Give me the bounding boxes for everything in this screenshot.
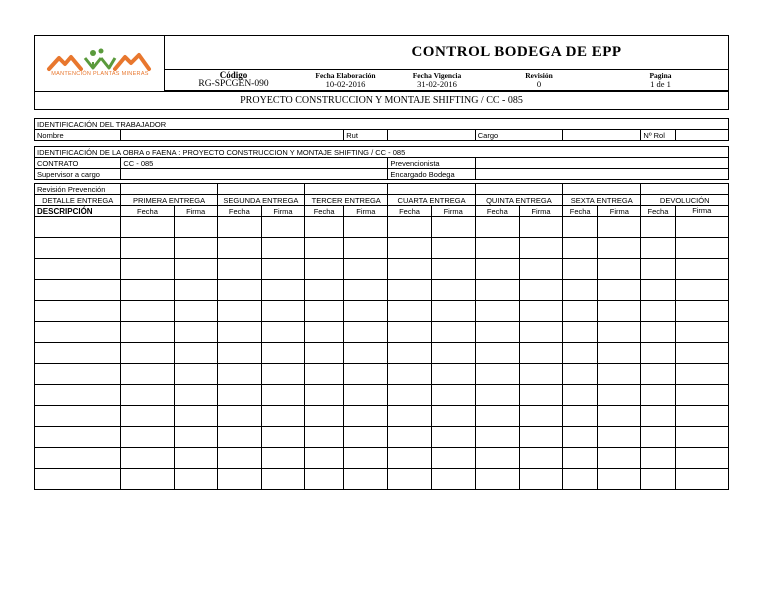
descripcion-cell[interactable] xyxy=(35,385,121,406)
fecha-cell[interactable] xyxy=(217,427,261,448)
encargado-label: Encargado Bodega xyxy=(388,169,475,180)
epp-control-table xyxy=(34,118,729,490)
fecha-column-header: Fecha xyxy=(121,206,174,217)
supervisor-label: Supervisor a cargo xyxy=(35,169,121,180)
firma-cell[interactable] xyxy=(344,406,388,427)
firma-cell[interactable] xyxy=(431,385,475,406)
firma-cell[interactable] xyxy=(174,469,217,490)
firma-cell[interactable] xyxy=(344,427,388,448)
firma-column-header: Firma xyxy=(598,206,641,217)
firma-cell[interactable] xyxy=(174,322,217,343)
rut-field[interactable] xyxy=(388,130,475,141)
fecha-cell[interactable] xyxy=(305,301,344,322)
firma-cell[interactable] xyxy=(344,343,388,364)
fecha-cell[interactable] xyxy=(305,385,344,406)
fecha-cell[interactable] xyxy=(563,322,598,343)
fecha-cell[interactable] xyxy=(475,385,519,406)
fecha-cell[interactable] xyxy=(305,406,344,427)
firma-cell[interactable] xyxy=(261,385,304,406)
firma-cell[interactable] xyxy=(675,343,728,364)
fecha-cell[interactable] xyxy=(305,469,344,490)
firma-cell[interactable] xyxy=(344,217,388,238)
descripcion-cell[interactable] xyxy=(35,469,121,490)
fecha-cell[interactable] xyxy=(475,364,519,385)
fecha-cell[interactable] xyxy=(121,322,174,343)
firma-cell[interactable] xyxy=(344,238,388,259)
table-row xyxy=(35,364,729,385)
firma-cell[interactable] xyxy=(598,322,641,343)
firma-cell[interactable] xyxy=(431,259,475,280)
revision-prevencion-field[interactable] xyxy=(388,184,475,195)
table-row xyxy=(35,427,729,448)
firma-cell[interactable] xyxy=(344,280,388,301)
table-row xyxy=(35,301,729,322)
fecha-cell[interactable] xyxy=(388,217,431,238)
firma-cell[interactable] xyxy=(344,385,388,406)
fecha-cell[interactable] xyxy=(641,238,675,259)
fecha-cell[interactable] xyxy=(475,427,519,448)
descripcion-cell[interactable] xyxy=(35,301,121,322)
firma-cell[interactable] xyxy=(261,427,304,448)
encargado-field[interactable] xyxy=(475,169,728,180)
fecha-cell[interactable] xyxy=(121,238,174,259)
fecha-cell[interactable] xyxy=(563,406,598,427)
firma-cell[interactable] xyxy=(675,364,728,385)
pagina-cell xyxy=(593,70,728,91)
fecha-cell[interactable] xyxy=(641,448,675,469)
fecha-cell[interactable] xyxy=(121,280,174,301)
revision-label: Revisión xyxy=(525,71,553,80)
firma-cell[interactable] xyxy=(174,301,217,322)
firma-cell[interactable] xyxy=(519,448,562,469)
revision-prevencion-field[interactable] xyxy=(121,184,217,195)
fecha-vigencia-label: Fecha Vigencia xyxy=(412,71,462,80)
logo-caption: MANTENCIÓN PLANTAS MINERAS xyxy=(51,71,149,77)
firma-cell[interactable] xyxy=(174,259,217,280)
descripcion-cell[interactable] xyxy=(35,406,121,427)
firma-cell[interactable] xyxy=(675,469,728,490)
firma-cell[interactable] xyxy=(519,469,562,490)
firma-cell[interactable] xyxy=(519,364,562,385)
fecha-cell[interactable] xyxy=(641,343,675,364)
fecha-cell[interactable] xyxy=(121,469,174,490)
fecha-cell[interactable] xyxy=(305,322,344,343)
fecha-cell[interactable] xyxy=(305,238,344,259)
prevencionista-label: Prevencionista xyxy=(388,158,475,169)
firma-cell[interactable] xyxy=(261,364,304,385)
rol-label: Nº Rol xyxy=(641,130,675,141)
firma-cell[interactable] xyxy=(431,364,475,385)
fecha-cell[interactable] xyxy=(121,385,174,406)
firma-cell[interactable] xyxy=(519,280,562,301)
fecha-cell[interactable] xyxy=(388,238,431,259)
fecha-cell[interactable] xyxy=(563,217,598,238)
cargo-field[interactable] xyxy=(563,130,641,141)
firma-cell[interactable] xyxy=(675,259,728,280)
firma-cell[interactable] xyxy=(261,469,304,490)
firma-cell[interactable] xyxy=(174,238,217,259)
firma-cell[interactable] xyxy=(174,385,217,406)
fecha-cell[interactable] xyxy=(217,322,261,343)
devolucion-header: DEVOLUCIÓN xyxy=(641,195,729,206)
fecha-vigencia-value: 31-02-2016 xyxy=(417,79,457,89)
fecha-vigencia-cell xyxy=(389,70,485,91)
document-header xyxy=(34,35,729,110)
fecha-cell[interactable] xyxy=(641,364,675,385)
fecha-cell[interactable] xyxy=(388,280,431,301)
fecha-firma-header-row xyxy=(35,206,729,217)
fecha-cell[interactable] xyxy=(563,238,598,259)
descripcion-label: DESCRIPCIÓN xyxy=(35,206,121,217)
fecha-cell[interactable] xyxy=(641,469,675,490)
table-row xyxy=(35,280,729,301)
firma-cell[interactable] xyxy=(675,406,728,427)
descripcion-cell[interactable] xyxy=(35,322,121,343)
fecha-cell[interactable] xyxy=(121,259,174,280)
fecha-cell[interactable] xyxy=(388,322,431,343)
firma-cell[interactable] xyxy=(675,238,728,259)
fecha-cell[interactable] xyxy=(217,259,261,280)
fecha-cell[interactable] xyxy=(121,217,174,238)
table-row xyxy=(35,217,729,238)
firma-cell[interactable] xyxy=(174,217,217,238)
fecha-cell[interactable] xyxy=(121,427,174,448)
firma-cell[interactable] xyxy=(598,469,641,490)
fecha-cell[interactable] xyxy=(388,364,431,385)
fecha-cell[interactable] xyxy=(388,343,431,364)
firma-cell[interactable] xyxy=(598,427,641,448)
document-meta-row xyxy=(165,70,728,91)
table-row xyxy=(35,259,729,280)
descripcion-cell[interactable] xyxy=(35,427,121,448)
fecha-column-header: Fecha xyxy=(388,206,431,217)
fecha-cell[interactable] xyxy=(305,427,344,448)
table-row xyxy=(35,322,729,343)
firma-cell[interactable] xyxy=(261,448,304,469)
fecha-cell[interactable] xyxy=(217,343,261,364)
firma-cell[interactable] xyxy=(174,343,217,364)
fecha-cell[interactable] xyxy=(641,280,675,301)
firma-cell[interactable] xyxy=(431,448,475,469)
firma-cell[interactable] xyxy=(344,448,388,469)
descripcion-cell[interactable] xyxy=(35,217,121,238)
fecha-cell[interactable] xyxy=(121,343,174,364)
firma-column-header: Firma xyxy=(519,206,562,217)
fecha-cell[interactable] xyxy=(217,448,261,469)
prevencionista-field[interactable] xyxy=(475,158,728,169)
logo-cell xyxy=(35,36,165,91)
descripcion-cell[interactable] xyxy=(35,238,121,259)
firma-cell[interactable] xyxy=(261,238,304,259)
fecha-cell[interactable] xyxy=(217,301,261,322)
firma-cell[interactable] xyxy=(174,280,217,301)
firma-cell[interactable] xyxy=(675,448,728,469)
fecha-elaboracion-cell xyxy=(302,70,389,91)
fecha-cell[interactable] xyxy=(388,259,431,280)
document-title: CONTROL BODEGA DE EPP xyxy=(165,36,728,70)
fecha-cell[interactable] xyxy=(388,385,431,406)
fecha-cell[interactable] xyxy=(475,406,519,427)
firma-cell[interactable] xyxy=(519,406,562,427)
supervisor-field[interactable] xyxy=(121,169,388,180)
section-obra: IDENTIFICACIÓN DE LA OBRA o FAENA : PROYECTO CONSTRUCCION Y MONTAJE SHIFTING / CC - 085 xyxy=(35,147,729,158)
firma-cell[interactable] xyxy=(598,280,641,301)
rol-field[interactable] xyxy=(675,130,728,141)
descripcion-cell[interactable] xyxy=(35,259,121,280)
fecha-cell[interactable] xyxy=(563,469,598,490)
firma-cell[interactable] xyxy=(598,259,641,280)
fecha-cell[interactable] xyxy=(217,280,261,301)
fecha-column-header: Fecha xyxy=(563,206,598,217)
contrato-value: CC - 085 xyxy=(121,158,388,169)
firma-cell[interactable] xyxy=(431,406,475,427)
fecha-column-header: Fecha xyxy=(217,206,261,217)
firma-cell[interactable] xyxy=(431,343,475,364)
revision-prevencion-field[interactable] xyxy=(641,184,729,195)
firma-cell[interactable] xyxy=(261,217,304,238)
fecha-cell[interactable] xyxy=(475,322,519,343)
firma-cell[interactable] xyxy=(519,238,562,259)
fecha-cell[interactable] xyxy=(475,301,519,322)
firma-cell[interactable] xyxy=(344,469,388,490)
firma-cell[interactable] xyxy=(598,364,641,385)
firma-cell[interactable] xyxy=(261,259,304,280)
firma-cell[interactable] xyxy=(519,427,562,448)
firma-cell[interactable] xyxy=(519,259,562,280)
firma-cell[interactable] xyxy=(519,217,562,238)
firma-cell[interactable] xyxy=(261,406,304,427)
revision-value: 0 xyxy=(536,79,542,89)
fecha-cell[interactable] xyxy=(641,427,675,448)
firma-cell[interactable] xyxy=(675,280,728,301)
revision-prevencion-field[interactable] xyxy=(563,184,641,195)
firma-cell[interactable] xyxy=(519,301,562,322)
firma-cell[interactable] xyxy=(261,301,304,322)
fecha-column-header: Fecha xyxy=(641,206,675,217)
firma-cell[interactable] xyxy=(675,322,728,343)
firma-cell[interactable] xyxy=(344,259,388,280)
firma-column-header: Firma xyxy=(431,206,475,217)
fecha-cell[interactable] xyxy=(217,364,261,385)
table-row xyxy=(35,469,729,490)
descripcion-cell[interactable] xyxy=(35,343,121,364)
primera-entrega-header: PRIMERA ENTREGA xyxy=(121,195,217,206)
fecha-cell[interactable] xyxy=(217,406,261,427)
fecha-cell[interactable] xyxy=(305,280,344,301)
fecha-cell[interactable] xyxy=(563,427,598,448)
firma-column-header: Firma xyxy=(261,206,304,217)
firma-cell[interactable] xyxy=(675,217,728,238)
nombre-label: Nombre xyxy=(35,130,121,141)
fecha-cell[interactable] xyxy=(388,406,431,427)
entries-body xyxy=(35,217,729,490)
descripcion-cell[interactable] xyxy=(35,448,121,469)
firma-cell[interactable] xyxy=(598,343,641,364)
firma-cell[interactable] xyxy=(675,301,728,322)
firma-cell[interactable] xyxy=(431,280,475,301)
fecha-cell[interactable] xyxy=(641,406,675,427)
fecha-cell[interactable] xyxy=(305,259,344,280)
firma-cell[interactable] xyxy=(174,364,217,385)
firma-cell[interactable] xyxy=(431,322,475,343)
fecha-cell[interactable] xyxy=(563,301,598,322)
fecha-cell[interactable] xyxy=(641,385,675,406)
cargo-label: Cargo xyxy=(475,130,562,141)
project-title: PROYECTO CONSTRUCCION Y MONTAJE SHIFTING / CC - 085 xyxy=(35,91,728,109)
firma-cell[interactable] xyxy=(344,364,388,385)
revision-prevencion-field[interactable] xyxy=(475,184,562,195)
fecha-cell[interactable] xyxy=(217,238,261,259)
fecha-cell[interactable] xyxy=(388,427,431,448)
fecha-cell[interactable] xyxy=(121,406,174,427)
fecha-cell[interactable] xyxy=(475,259,519,280)
fecha-cell[interactable] xyxy=(305,364,344,385)
firma-cell[interactable] xyxy=(598,238,641,259)
fecha-cell[interactable] xyxy=(563,385,598,406)
rut-label: Rut xyxy=(344,130,388,141)
fecha-cell[interactable] xyxy=(388,448,431,469)
firma-cell[interactable] xyxy=(519,343,562,364)
revision-cell xyxy=(485,70,593,91)
firma-cell[interactable] xyxy=(598,448,641,469)
firma-cell[interactable] xyxy=(519,322,562,343)
firma-cell[interactable] xyxy=(431,427,475,448)
firma-cell[interactable] xyxy=(519,385,562,406)
segunda-entrega-header: SEGUNDA ENTREGA xyxy=(217,195,304,206)
firma-cell[interactable] xyxy=(675,385,728,406)
fecha-cell[interactable] xyxy=(475,280,519,301)
sexta-entrega-header: SEXTA ENTREGA xyxy=(563,195,641,206)
cuarta-entrega-header: CUARTA ENTREGA xyxy=(388,195,475,206)
firma-cell[interactable] xyxy=(675,427,728,448)
tercera-entrega-header: TERCER ENTREGA xyxy=(305,195,388,206)
fecha-column-header: Fecha xyxy=(305,206,344,217)
firma-cell[interactable] xyxy=(598,406,641,427)
fecha-cell[interactable] xyxy=(217,217,261,238)
revision-prevencion-field[interactable] xyxy=(217,184,304,195)
table-row xyxy=(35,238,729,259)
fecha-cell[interactable] xyxy=(121,301,174,322)
fecha-elaboracion-label: Fecha Elaboración xyxy=(315,71,376,80)
firma-cell[interactable] xyxy=(431,469,475,490)
table-row xyxy=(35,448,729,469)
firma-cell[interactable] xyxy=(261,343,304,364)
table-row xyxy=(35,406,729,427)
fecha-cell[interactable] xyxy=(305,343,344,364)
firma-cell[interactable] xyxy=(598,217,641,238)
firma-cell[interactable] xyxy=(598,301,641,322)
fecha-cell[interactable] xyxy=(563,280,598,301)
codigo-label: Código xyxy=(219,70,248,80)
fecha-cell[interactable] xyxy=(563,448,598,469)
codigo-cell xyxy=(165,70,302,91)
fecha-cell[interactable] xyxy=(388,301,431,322)
fecha-cell[interactable] xyxy=(217,469,261,490)
table-row xyxy=(35,385,729,406)
firma-cell[interactable] xyxy=(174,448,217,469)
pagina-label: Pagina xyxy=(649,71,672,80)
fecha-cell[interactable] xyxy=(641,217,675,238)
fecha-cell[interactable] xyxy=(121,448,174,469)
firma-column-header: Firma xyxy=(675,206,728,217)
quinta-entrega-header: QUINTA ENTREGA xyxy=(475,195,562,206)
firma-cell[interactable] xyxy=(598,385,641,406)
pagina-value: 1 de 1 xyxy=(650,79,671,89)
fecha-cell[interactable] xyxy=(217,385,261,406)
fecha-cell[interactable] xyxy=(641,322,675,343)
fecha-cell[interactable] xyxy=(305,217,344,238)
firma-cell[interactable] xyxy=(261,280,304,301)
fecha-cell[interactable] xyxy=(475,448,519,469)
detalle-entrega-label: DETALLE ENTREGA xyxy=(35,195,121,206)
firma-cell[interactable] xyxy=(431,301,475,322)
revision-prevencion-field[interactable] xyxy=(305,184,388,195)
fecha-elaboracion-value: 10-02-2016 xyxy=(325,79,366,89)
fecha-cell[interactable] xyxy=(121,364,174,385)
fecha-cell[interactable] xyxy=(641,259,675,280)
company-logo-icon xyxy=(35,36,165,91)
firma-column-header: Firma xyxy=(174,206,217,217)
fecha-cell[interactable] xyxy=(563,343,598,364)
fecha-cell[interactable] xyxy=(641,301,675,322)
fecha-cell[interactable] xyxy=(475,217,519,238)
section-trabajador: IDENTIFICACIÓN DEL TRABAJADOR xyxy=(35,119,729,130)
firma-cell[interactable] xyxy=(174,406,217,427)
fecha-cell[interactable] xyxy=(475,343,519,364)
firma-cell[interactable] xyxy=(431,238,475,259)
fecha-cell[interactable] xyxy=(563,259,598,280)
revision-prevencion-label: Revisión Prevención xyxy=(35,184,121,195)
fecha-column-header: Fecha xyxy=(475,206,519,217)
descripcion-cell[interactable] xyxy=(35,364,121,385)
nombre-field[interactable] xyxy=(121,130,344,141)
fecha-cell[interactable] xyxy=(305,448,344,469)
fecha-cell[interactable] xyxy=(563,364,598,385)
firma-cell[interactable] xyxy=(344,322,388,343)
fecha-cell[interactable] xyxy=(475,469,519,490)
fecha-cell[interactable] xyxy=(475,238,519,259)
firma-cell[interactable] xyxy=(431,217,475,238)
firma-column-header: Firma xyxy=(344,206,388,217)
contrato-label: CONTRATO xyxy=(35,158,121,169)
firma-cell[interactable] xyxy=(344,301,388,322)
fecha-cell[interactable] xyxy=(388,469,431,490)
firma-cell[interactable] xyxy=(174,427,217,448)
descripcion-cell[interactable] xyxy=(35,280,121,301)
firma-cell[interactable] xyxy=(261,322,304,343)
codigo-value: RG-SPCGEN-090 xyxy=(198,79,269,89)
table-row xyxy=(35,343,729,364)
